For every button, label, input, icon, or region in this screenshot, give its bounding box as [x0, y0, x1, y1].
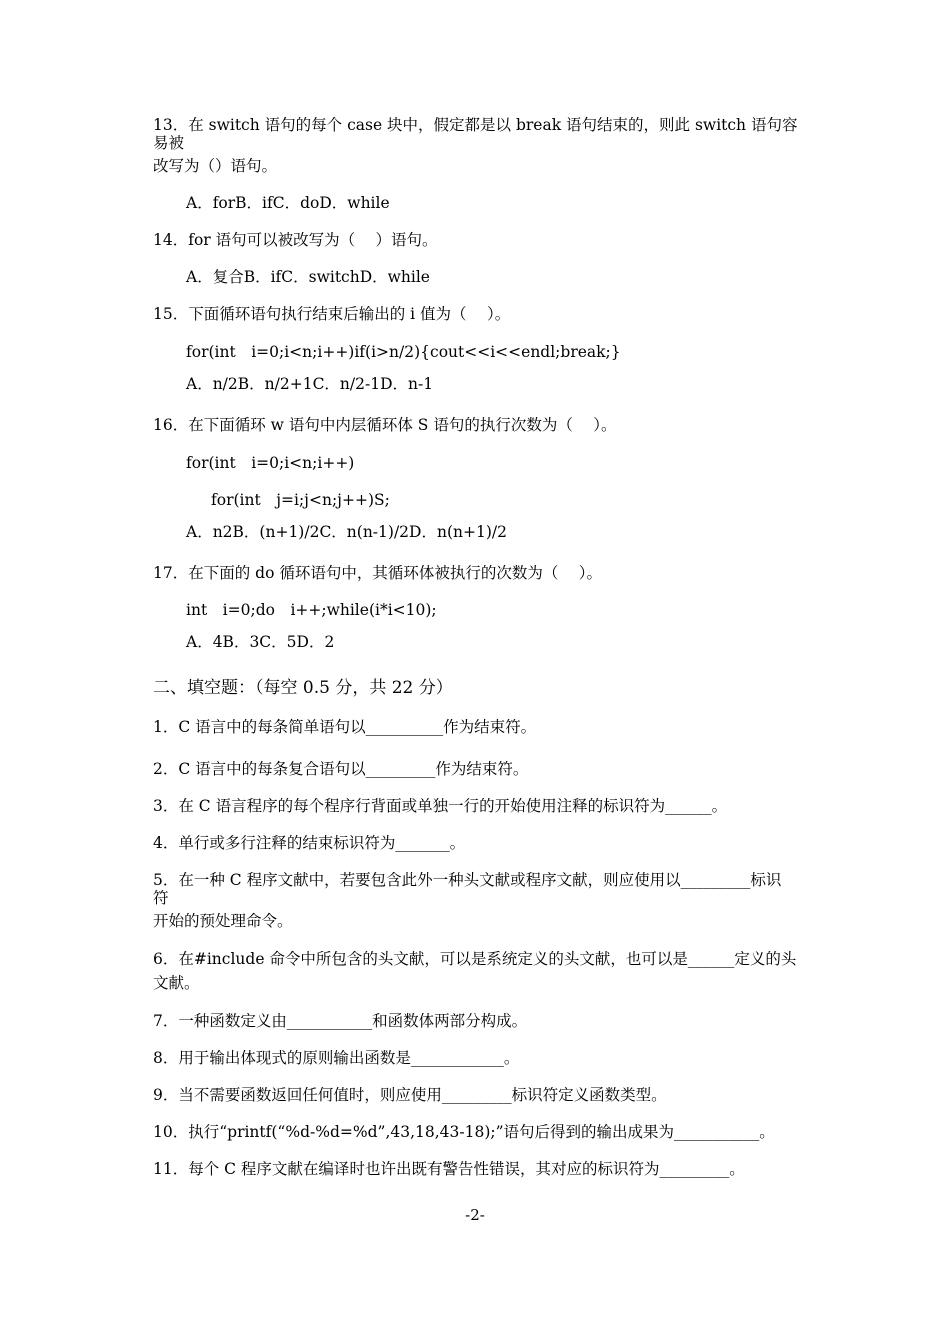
- question-15: 15．下面循环语句执行结束后输出的 i 值为（ ）。: [153, 305, 511, 323]
- fill-6-line1: 6．在#include 命令中所包含的头文献，可以是系统定义的头文献，也可以是______定义的头: [153, 950, 797, 968]
- fill-1: 1．C 语言中的每条简单语句以__________作为结束符。: [153, 718, 537, 736]
- fill-5-line3: 开始的预处理命令。: [153, 912, 293, 930]
- fill-7: 7．一种函数定义由___________和函数体两部分构成。: [153, 1012, 528, 1030]
- section-heading-fill-in: 二、填空题：（每空 0.5 分，共 22 分）: [153, 678, 453, 698]
- question-16-options: A．n2B．(n+1)/2C．n(n-1)/2D．n(n+1)/2: [186, 523, 507, 541]
- question-16-code-inner: for(int j=i;j<n;j++)S;: [211, 491, 390, 509]
- fill-2: 2．C 语言中的每条复合语句以_________作为结束符。: [153, 760, 529, 778]
- fill-3: 3．在 C 语言程序的每个程序行背面或单独一行的开始使用注释的标识符为______。: [153, 797, 728, 815]
- question-17-options: A．4B．3C．5D．2: [186, 633, 335, 651]
- question-13-options: A．forB．ifC．doD．while: [186, 194, 390, 212]
- fill-10: 10．执行“printf(“%d-%d=%d”,43,18,43-18);”语句后得到的输出成果为___________。: [153, 1123, 775, 1141]
- question-14: 14．for 语句可以被改写为（ ）语句。: [153, 231, 438, 249]
- page-number: -2-: [465, 1206, 485, 1224]
- fill-5-line2: 符: [153, 889, 169, 907]
- question-14-options: A．复合B．ifC．switchD．while: [186, 268, 430, 286]
- question-15-code: for(int i=0;i<n;i++)if(i>n/2){cout<<i<<endl;break;}: [186, 343, 621, 361]
- question-13-line1: 13．在 switch 语句的每个 case 块中，假定都是以 break 语句结束的，则此 switch 语句容: [153, 116, 798, 134]
- question-16: 16．在下面循环 w 语句中内层循环体 S 语句的执行次数为（ ）。: [153, 416, 617, 434]
- fill-9: 9．当不需要函数返回任何值时，则应使用_________标识符定义函数类型。: [153, 1086, 667, 1104]
- fill-8: 8．用于输出体现式的原则输出函数是____________。: [153, 1049, 520, 1067]
- question-13-line3: 改写为（）语句。: [153, 157, 278, 175]
- fill-11: 11．每个 C 程序文献在编译时也许出既有警告性错误，其对应的标识符为_________。: [153, 1160, 745, 1178]
- fill-6-line2: 文献。: [153, 974, 200, 992]
- question-13-line2: 易被: [153, 134, 185, 152]
- question-17-code: int i=0;do i++;while(i*i<10);: [186, 601, 437, 619]
- question-15-options: A．n/2B．n/2+1C．n/2-1D．n-1: [186, 375, 434, 393]
- fill-4: 4．单行或多行注释的结束标识符为_______。: [153, 834, 466, 852]
- fill-5-line1: 5．在一种 C 程序文献中，若要包含此外一种头文献或程序文献，则应使用以_________标识: [153, 871, 782, 889]
- question-17: 17．在下面的 do 循环语句中，其循环体被执行的次数为（ ）。: [153, 564, 603, 582]
- question-16-code-outer: for(int i=0;i<n;i++): [186, 454, 355, 472]
